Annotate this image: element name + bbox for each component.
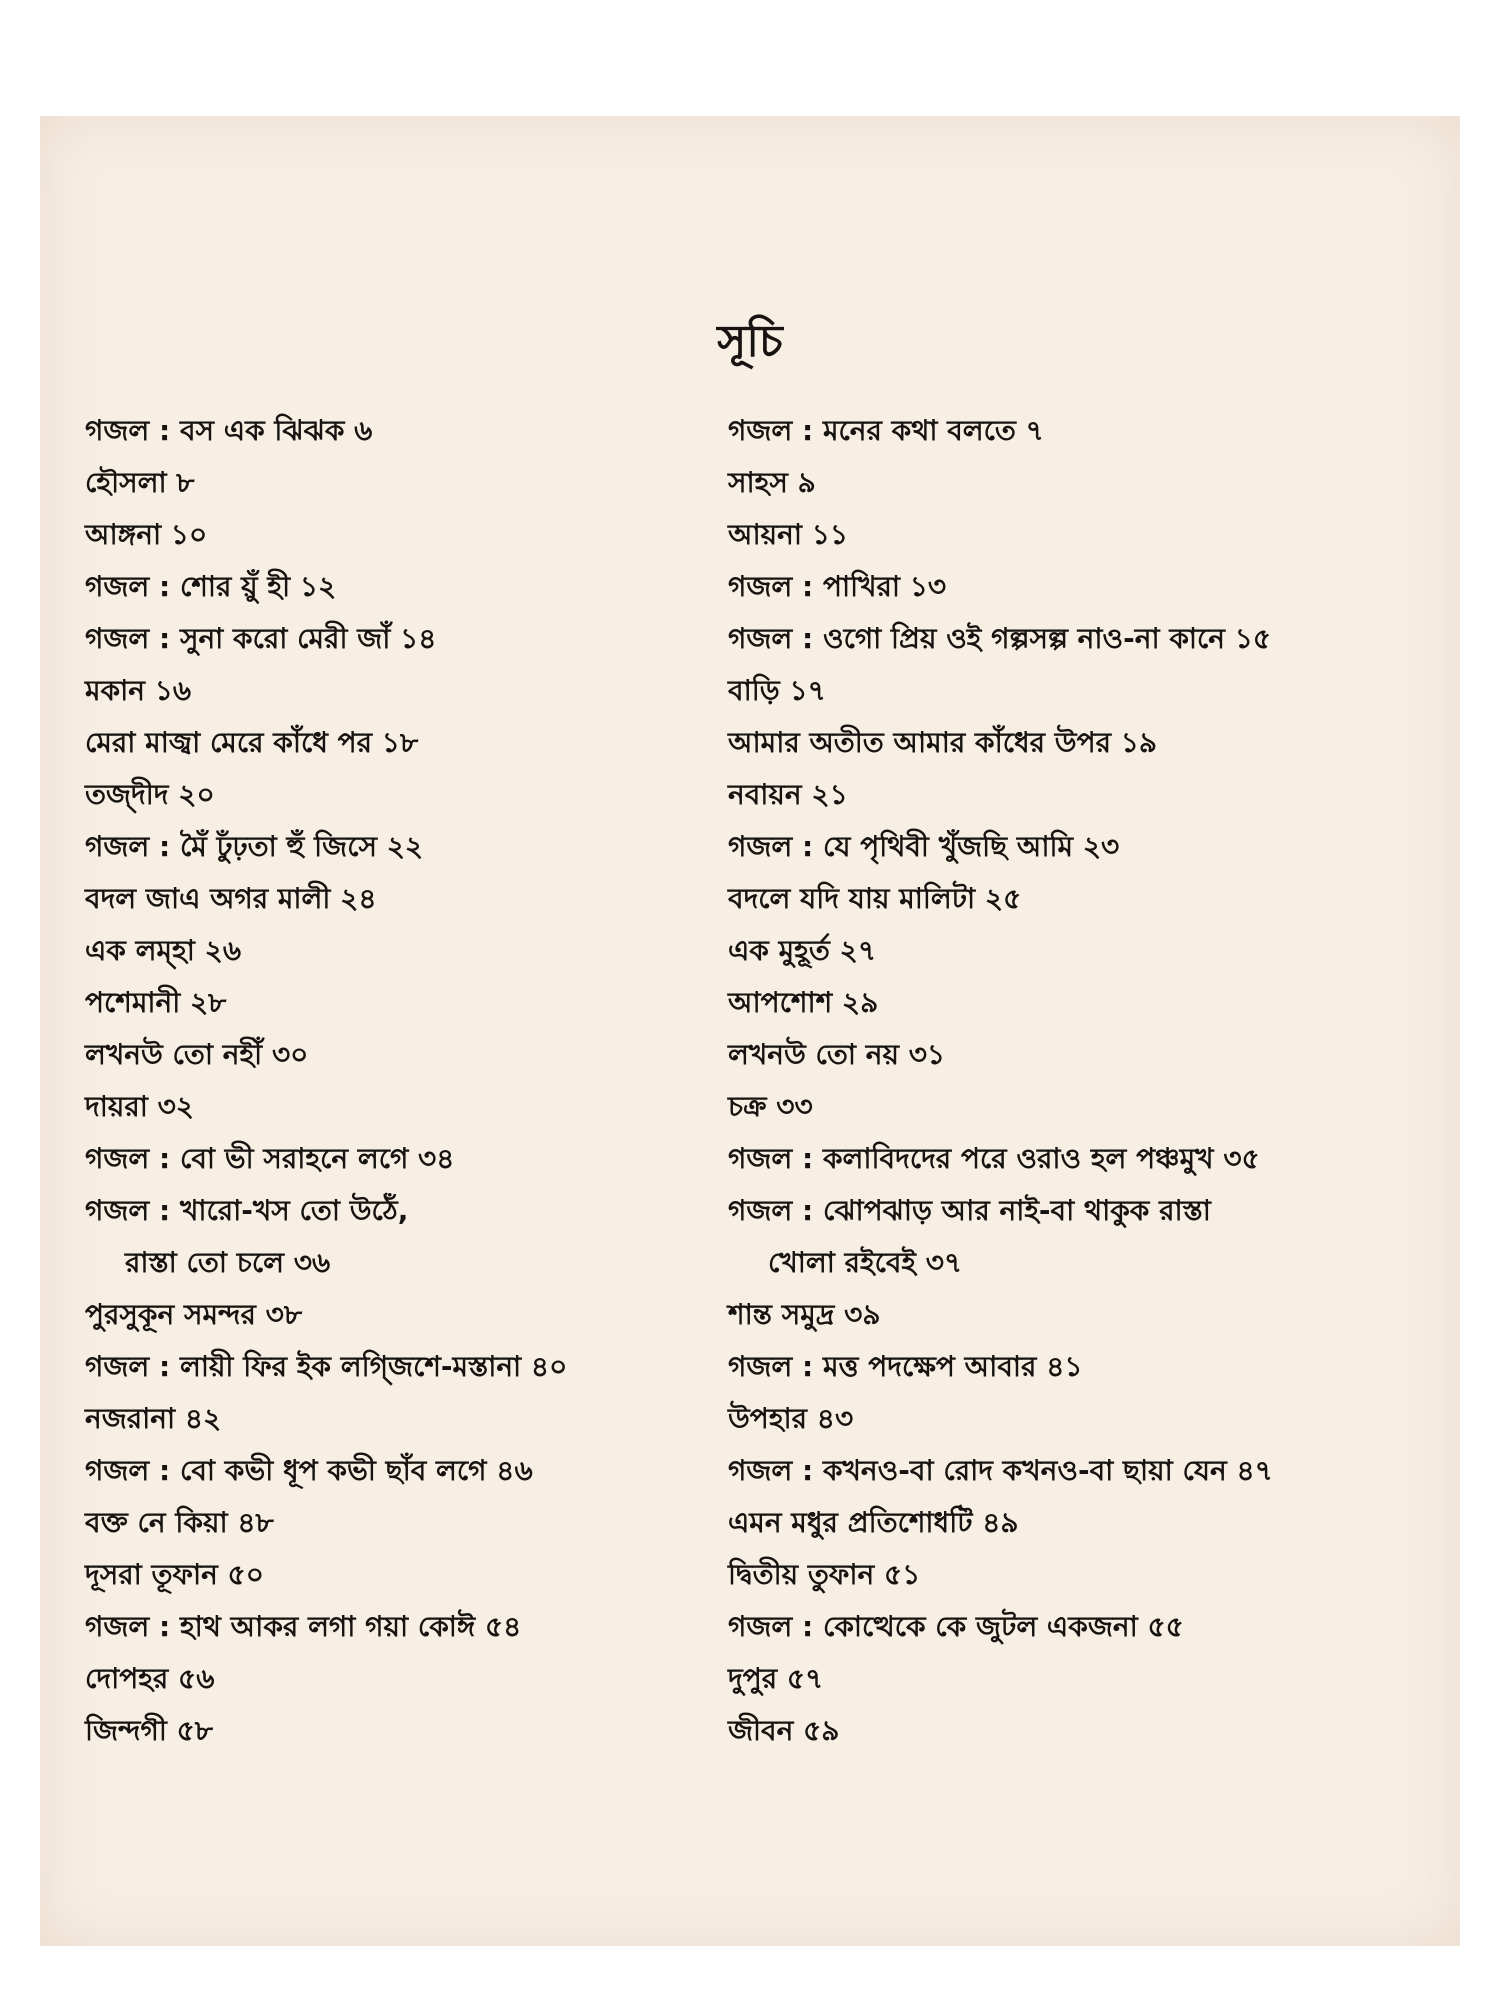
toc-entry: তজ্দীদ ২০ <box>85 778 215 811</box>
toc-entry: নবায়ন ২১ <box>728 778 848 811</box>
toc-entry: গজল : খারো-খস তো উঠেঁ, রাস্তা তো চলে ৩৬ <box>85 1185 725 1289</box>
toc-entry: বাড়ি ১৭ <box>728 674 826 707</box>
toc-entry: লখনউ তো নহীঁ ৩০ <box>85 1038 309 1071</box>
toc-entry: এমন মধুর প্রতিশোধটি ৪৯ <box>728 1506 1019 1539</box>
toc-entry-continuation: খোলা রইবেই ৩৭ <box>768 1246 963 1279</box>
toc-entry: গজল : সুনা করো মেরী জাঁ ১৪ <box>85 622 437 655</box>
toc-entry: বদল জাএ অগর মালী ২৪ <box>85 882 377 915</box>
toc-entry: গজল : বো কভী ধূপ কভী ছাঁব লগে ৪৬ <box>85 1454 533 1487</box>
toc-entry-continuation: রাস্তা তো চলে ৩৬ <box>125 1246 331 1279</box>
toc-entry: গজল : বস এক ঝিঝক ৬ <box>85 414 373 447</box>
toc-entry: সাহস ৯ <box>728 466 816 499</box>
toc-entry: দ্বিতীয় তুফান ৫১ <box>728 1558 921 1591</box>
toc-entry: জীবন ৫৯ <box>728 1714 840 1747</box>
toc-entry: গজল : হাথ আকর লগা গয়া কোঈ ৫৪ <box>85 1610 522 1643</box>
toc-entry: গজল : ঝোপঝাড় আর নাই-বা থাকুক রাস্তা খোলা রইবেই ৩৭ <box>728 1185 1448 1289</box>
toc-entry: লখনউ তো নয় ৩১ <box>728 1038 946 1071</box>
toc-entry: এক লম্হা ২৬ <box>85 934 242 967</box>
toc-entry: চক্র ৩৩ <box>728 1090 813 1123</box>
toc-entry: এক মুহূর্ত ২৭ <box>728 934 877 967</box>
toc-entry: আপশোশ ২৯ <box>728 986 879 1019</box>
toc-entry: দুপুর ৫৭ <box>728 1662 824 1695</box>
toc-entry: আয়না ১১ <box>728 518 849 551</box>
toc-entry: নজরানা ৪২ <box>85 1402 222 1435</box>
toc-entry: পশেমানী ২৮ <box>85 986 227 1019</box>
toc-entry: দোপহর ৫৬ <box>85 1662 215 1695</box>
toc-entry: গজল : মত্ত পদক্ষেপ আবার ৪১ <box>728 1350 1083 1383</box>
toc-entry: গজল : যে পৃথিবী খুঁজছি আমি ২৩ <box>728 830 1120 863</box>
toc-entry: উপহার ৪৩ <box>728 1402 854 1435</box>
toc-column-right <box>728 405 1448 1757</box>
toc-entry: মেরা মাজ্বা মেরে কাঁধে পর ১৮ <box>85 726 419 759</box>
toc-entry: বক্ত নে কিয়া ৪৮ <box>85 1506 274 1539</box>
toc-entry: গজল : মনের কথা বলতে ৭ <box>728 414 1044 447</box>
toc-entry: গজল : মৈঁ ঢুঁঢ়তা হুঁ জিসে ২২ <box>85 830 424 863</box>
page-title: সূচি <box>717 316 783 368</box>
toc-entry: আমার অতীত আমার কাঁধের উপর ১৯ <box>728 726 1158 759</box>
toc-entry: দূসরা তূফান ৫০ <box>85 1558 264 1591</box>
toc-entry: মকান ১৬ <box>85 674 192 707</box>
toc-entry: গজল : কোত্থেকে কে জুটল একজনা ৫৫ <box>728 1610 1184 1643</box>
toc-entry: দায়রা ৩২ <box>85 1090 195 1123</box>
toc-entry: গজল : বো ভী সরাহনে লগে ৩৪ <box>85 1142 455 1175</box>
toc-entry: গজল : কলাবিদদের পরে ওরাও হল পঞ্চমুখ ৩৫ <box>728 1142 1260 1175</box>
toc-entry: গজল : ওগো প্রিয় ওই গল্পসল্প নাও-না কানে ১৫ <box>728 622 1272 655</box>
toc-entry: বদলে যদি যায় মালিটা ২৫ <box>728 882 1022 915</box>
toc-entry: শান্ত সমুদ্র ৩৯ <box>728 1298 881 1331</box>
toc-entry: পুরসুকূন সমন্দর ৩৮ <box>85 1298 302 1331</box>
toc-entry: আঙ্গনা ১০ <box>85 518 208 551</box>
toc-entry: হৌসলা ৮ <box>85 466 195 499</box>
toc-entry: গজল : কখনও-বা রোদ কখনও-বা ছায়া যেন ৪৭ <box>728 1454 1273 1487</box>
toc-column-left <box>85 405 725 1757</box>
toc-entry: জিন্দগী ৫৮ <box>85 1714 213 1747</box>
toc-entry: গজল : লায়ী ফির ইক লগ্জিশে-মস্তানা ৪০ <box>85 1350 568 1383</box>
toc-entry: গজল : শোর য়ুঁ হী ১২ <box>85 570 337 603</box>
toc-entry: গজল : পাখিরা ১৩ <box>728 570 947 603</box>
